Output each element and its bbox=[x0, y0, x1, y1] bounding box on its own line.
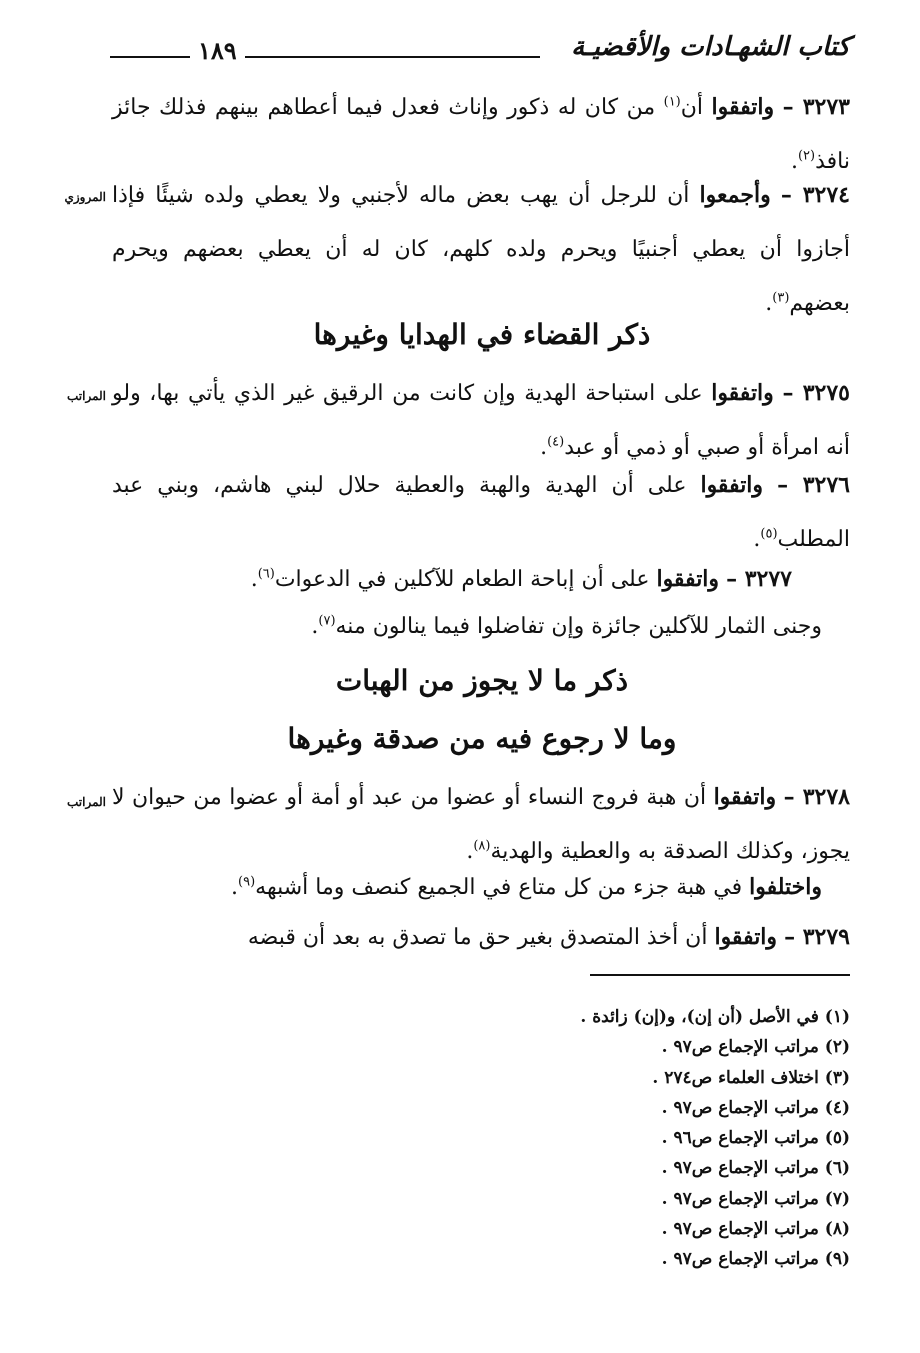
entry-keyword: وأجمعوا bbox=[699, 182, 771, 208]
entry-end: . bbox=[753, 527, 761, 552]
paragraph-3277-cont bbox=[112, 600, 822, 654]
footnote-ref[interactable]: (٥) bbox=[760, 526, 778, 542]
entry-number: ٣٢٧٨ – bbox=[783, 784, 850, 810]
entry-text: من كان له ذكور وإناث فعدل فيما أعطاهم بينهم فذلك جائز نافذ bbox=[112, 95, 850, 174]
footnote-ref[interactable]: (١) bbox=[663, 94, 681, 110]
entry-text: وجنى الثمار للآكلين جائزة وإن تفاضلوا فيما ينالون منه bbox=[335, 614, 822, 639]
footnote-ref[interactable]: (٤) bbox=[547, 434, 565, 450]
entry-text: على أن إباحة الطعام للآكلين في الدعوات bbox=[274, 567, 657, 592]
footnote-7: (٧) مراتب الإجماع ص٩٧ . bbox=[661, 1188, 850, 1209]
footnote-ref[interactable]: (٢) bbox=[797, 148, 816, 164]
entry-number: ٣٢٧٦ – bbox=[777, 472, 850, 498]
entry-end: . bbox=[466, 839, 474, 864]
entry-end: . bbox=[540, 435, 548, 460]
section-heading-no-return: وما لا رجوع فيه من صدقة وغيرها bbox=[287, 722, 677, 755]
footnote-ref[interactable]: (٨) bbox=[473, 838, 491, 854]
footnote-ref[interactable]: (٧) bbox=[318, 613, 336, 629]
entry-number: ٣٢٧٥ – bbox=[782, 380, 850, 406]
entry-keyword: واتفقوا bbox=[711, 94, 775, 120]
entry-keyword: واختلفوا bbox=[749, 874, 822, 900]
entry-keyword: واتفقوا bbox=[656, 566, 720, 592]
entry-end: . bbox=[311, 614, 319, 639]
footnote-3: (٣) اختلاف العلماء ص٢٧٤ . bbox=[652, 1067, 850, 1088]
entry-text: في هبة جزء من كل متاع في الجميع كنصف وما أشبهه bbox=[255, 875, 750, 900]
entry-text: على أن الهدية والهبة والعطية حلال لبني هاشم، وبني عبد المطلب bbox=[112, 473, 850, 552]
margin-note-marwazi: المروزي bbox=[64, 190, 106, 204]
entry-keyword: واتفقوا bbox=[713, 784, 777, 810]
margin-note-maratib: المراتب bbox=[66, 389, 106, 403]
entry-text: أن هبة فروج النساء أو عضوا من عبد أو أمة أو عضوا من حيوان لا يجوز، وكذلك الصدقة به والعطية والهدية bbox=[112, 785, 850, 864]
page-header bbox=[110, 30, 850, 74]
paragraph-3274 bbox=[112, 168, 850, 331]
paragraph-3276 bbox=[112, 458, 850, 567]
footnote-ref[interactable]: (٩) bbox=[238, 874, 256, 890]
footnote-ref[interactable]: (٣) bbox=[772, 290, 790, 306]
page-number: ١٨٩ bbox=[190, 36, 245, 65]
margin-note-maratib: المراتب bbox=[66, 795, 106, 809]
paragraph-3278-cont bbox=[112, 860, 822, 915]
entry-number: ٣٢٧٩ – bbox=[784, 924, 850, 950]
entry-text: على استباحة الهدية وإن كانت من الرقيق غير الذي يأتي بها، ولو أنه امرأة أو صبي أو ذمي أو عبد bbox=[112, 381, 850, 460]
entry-number: ٣٢٧٣ – bbox=[782, 94, 850, 120]
footnote-9: (٩) مراتب الإجماع ص٩٧ . bbox=[661, 1249, 850, 1270]
footnote-separator bbox=[590, 974, 850, 976]
entry-number: ٣٢٧٤ – bbox=[780, 182, 850, 208]
paragraph-3279 bbox=[112, 910, 850, 965]
entry-end: . bbox=[765, 291, 773, 316]
entry-end: . bbox=[790, 149, 798, 174]
entry-keyword: واتفقوا bbox=[714, 924, 778, 950]
footnote-2: (٢) مراتب الإجماع ص٩٧ . bbox=[661, 1037, 850, 1058]
entry-number: ٣٢٧٧ – bbox=[726, 566, 792, 592]
footnote-6: (٦) مراتب الإجماع ص٩٧ . bbox=[661, 1158, 850, 1179]
footnotes bbox=[290, 1002, 850, 1275]
footnote-4: (٤) مراتب الإجماع ص٩٧ . bbox=[661, 1097, 850, 1118]
entry-text: أن bbox=[680, 95, 712, 120]
header-rule-left bbox=[110, 56, 170, 58]
entry-keyword: واتفقوا bbox=[711, 380, 774, 406]
footnote-5: (٥) مراتب الإجماع ص٩٦ . bbox=[661, 1128, 850, 1149]
entry-end: . bbox=[250, 567, 258, 592]
footnote-8: (٨) مراتب الإجماع ص٩٧ . bbox=[661, 1219, 850, 1240]
footnote-ref[interactable]: (٦) bbox=[257, 566, 275, 582]
entry-keyword: واتفقوا bbox=[700, 472, 764, 498]
header-rule bbox=[120, 56, 540, 58]
book-title: كتاب الشهـادات والأقضيـة bbox=[571, 32, 850, 62]
section-heading-gifts: ذكر القضاء في الهدايا وغيرها bbox=[313, 318, 651, 351]
paragraph-3277 bbox=[112, 552, 792, 607]
section-heading-forbidden-gifts: ذكر ما لا يجوز من الهبات bbox=[335, 664, 629, 697]
footnote-1: (١) في الأصل (أن إن)، و(إن) زائدة . bbox=[580, 1007, 850, 1027]
entry-end: . bbox=[231, 875, 239, 900]
entry-text: أن للرجل أن يهب بعض ماله لأجنبي ولا يعطي ولده شيئًا فإذا أجازوا أن يعطي أجنبيًا ويحرم ولده كلهم، كان له أن يعطي بعضهم ويحرم بعضهم bbox=[112, 183, 850, 316]
entry-text: أن أخذ المتصدق بغير حق ما تصدق به بعد أن قبضه bbox=[247, 925, 715, 950]
